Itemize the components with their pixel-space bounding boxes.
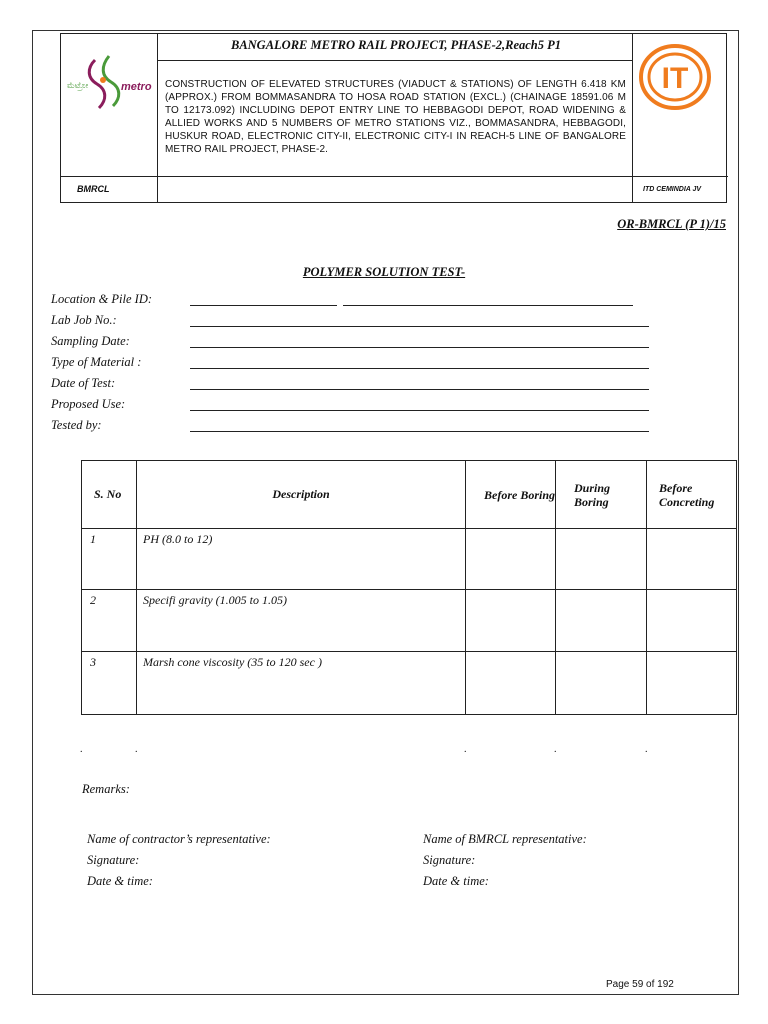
table-row — [82, 652, 737, 715]
cell-during-boring[interactable] — [556, 652, 647, 715]
row-description: Specifi gravity (1.005 to 1.05) — [137, 590, 466, 652]
header-divider — [61, 176, 728, 177]
table-header-row — [82, 461, 737, 529]
field-line-location-a — [190, 305, 337, 306]
contractor-signature-label: Signature: — [87, 853, 140, 867]
field-line-material-type — [190, 368, 649, 369]
bmrcl-signature-label: Signature: — [423, 853, 476, 867]
field-line-location-b — [343, 305, 633, 306]
stray-mark: . — [135, 744, 138, 755]
contractor-date-label: Date & time: — [87, 874, 153, 888]
field-line-sampling-date — [190, 347, 649, 348]
field-label-material-type: Type of Material : — [51, 355, 142, 369]
header-itd-label: ITD CEMINDIA JV — [643, 186, 702, 193]
stray-mark: . — [464, 744, 467, 755]
bmrcl-rep-name-label: Name of BMRCL representative: — [423, 832, 587, 846]
field-label-location: Location & Pile ID: — [51, 292, 153, 306]
project-description: CONSTRUCTION OF ELEVATED STRUCTURES (VIADUCT & STATIONS) OF LENGTH 6.418 KM (APPROX.) FROM BOMMASANDRA TO HOSA ROAD STATION (EXCL.) (CHAINAGE 18591.06 M TO 12173.092) INCLUDING DEPOT ENTRY LINE TO HEBBAGODI DEPOT, ROAD WIDENING & ALLIED WORKS AND 5 NUMBERS OF METRO STATIONS VIZ., BOMMASANDRA, HEBBAGODI, HUSKUR ROAD, ELECTRONIC CITY-II, ELECTRONIC CITY-I IN REACH-5 LINE OF BANGALORE METRO RAIL PROJECT, PHASE-2. — [165, 79, 626, 155]
header-divider — [157, 60, 632, 61]
project-title: BANGALORE METRO RAIL PROJECT, PHASE-2,Reach5 P1 — [230, 38, 562, 52]
cell-during-boring[interactable] — [556, 529, 647, 590]
cell-before-concreting[interactable] — [647, 590, 737, 652]
cell-before-boring[interactable] — [466, 529, 556, 590]
header-sno: S. No — [82, 461, 137, 529]
stray-mark: . — [554, 744, 557, 755]
field-line-tested-by — [190, 431, 649, 432]
cell-before-concreting[interactable] — [647, 652, 737, 715]
field-label-sampling-date: Sampling Date: — [51, 334, 130, 348]
logo-kannada-text: ಮೆಟ್ರೋ — [67, 81, 89, 90]
stray-mark: . — [80, 744, 83, 755]
header-before-boring: Before Boring — [466, 461, 556, 529]
page-number: Page 59 of 192 — [606, 979, 674, 990]
cell-before-boring[interactable] — [466, 652, 556, 715]
table-row — [82, 590, 737, 652]
remarks-label: Remarks: — [82, 782, 130, 796]
header-before-concreting: Before Concreting — [647, 461, 737, 529]
header-bmrcl-label: BMRCL — [77, 184, 110, 194]
header-description: Description — [137, 461, 466, 529]
bmrcl-date-label: Date & time: — [423, 874, 489, 888]
contractor-rep-name-label: Name of contractor’s representative: — [87, 832, 271, 846]
field-label-lab-job: Lab Job No.: — [51, 313, 117, 327]
field-line-test-date — [190, 389, 649, 390]
field-label-proposed-use: Proposed Use: — [51, 397, 126, 411]
logo-metro-text: metro — [121, 81, 152, 93]
row-sno: 2 — [82, 590, 137, 652]
document-header — [60, 33, 727, 203]
logo-it-text: IT — [661, 62, 689, 95]
test-results-table — [81, 460, 737, 715]
row-description: Marsh cone viscosity (35 to 120 sec ) — [137, 652, 466, 715]
cell-before-boring[interactable] — [466, 590, 556, 652]
itd-cemindia-logo — [637, 42, 713, 112]
form-title: POLYMER SOLUTION TEST- — [302, 265, 466, 279]
cell-during-boring[interactable] — [556, 590, 647, 652]
row-sno: 3 — [82, 652, 137, 715]
field-line-lab-job — [190, 326, 649, 327]
field-line-proposed-use — [190, 410, 649, 411]
field-label-test-date: Date of Test: — [51, 376, 116, 390]
cell-before-concreting[interactable] — [647, 529, 737, 590]
table-row — [82, 529, 737, 590]
form-reference-code: OR-BMRCL (P 1)/15 — [617, 217, 726, 231]
bmrcl-metro-logo — [65, 50, 157, 112]
field-label-tested-by: Tested by: — [51, 418, 102, 432]
header-during-boring: During Boring — [556, 461, 647, 529]
row-description: PH (8.0 to 12) — [137, 529, 466, 590]
row-sno: 1 — [82, 529, 137, 590]
stray-mark: . — [645, 744, 648, 755]
